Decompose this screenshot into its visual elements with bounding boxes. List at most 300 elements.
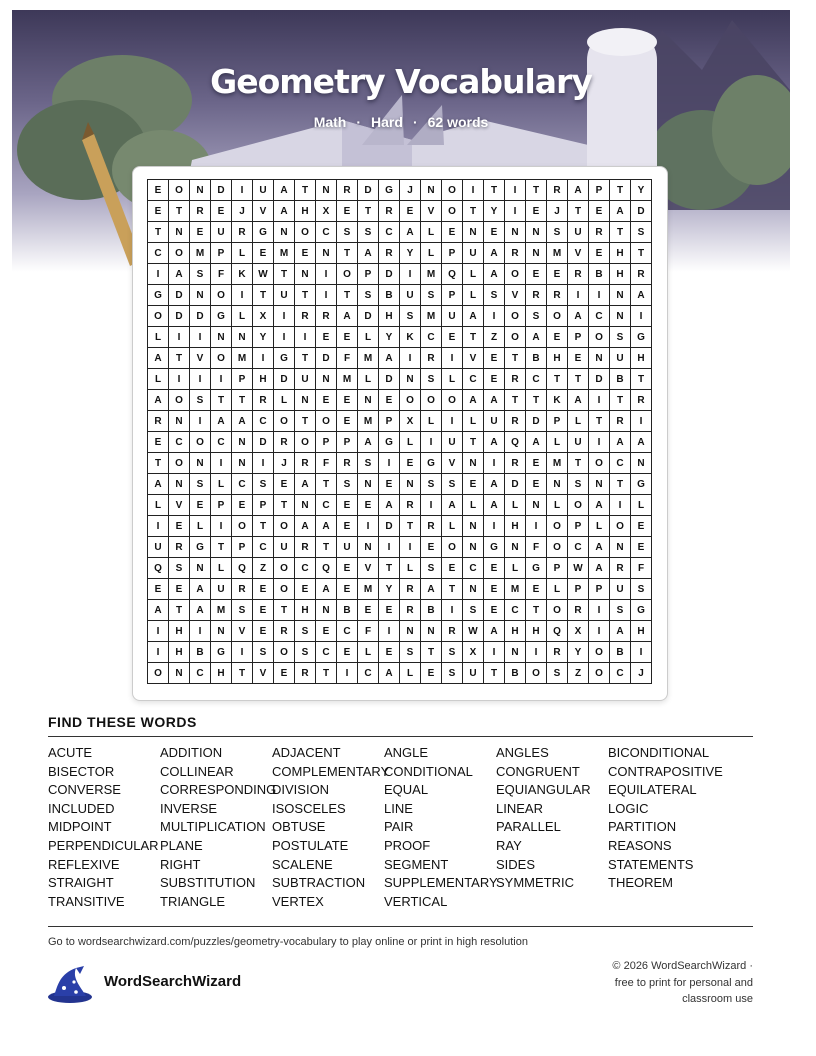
grid-cell[interactable]: E bbox=[253, 579, 274, 600]
grid-cell[interactable]: G bbox=[379, 432, 400, 453]
grid-cell[interactable]: M bbox=[358, 411, 379, 432]
grid-cell[interactable]: C bbox=[463, 369, 484, 390]
grid-cell[interactable]: S bbox=[610, 327, 631, 348]
grid-cell[interactable]: I bbox=[211, 516, 232, 537]
grid-cell[interactable]: W bbox=[253, 264, 274, 285]
grid-cell[interactable]: I bbox=[379, 453, 400, 474]
grid-cell[interactable]: A bbox=[568, 390, 589, 411]
grid-cell[interactable]: S bbox=[610, 600, 631, 621]
grid-cell[interactable]: G bbox=[190, 537, 211, 558]
grid-cell[interactable]: E bbox=[295, 579, 316, 600]
grid-cell[interactable]: T bbox=[610, 474, 631, 495]
grid-cell[interactable]: N bbox=[421, 621, 442, 642]
grid-cell[interactable]: P bbox=[337, 432, 358, 453]
grid-cell[interactable]: I bbox=[253, 348, 274, 369]
grid-cell[interactable]: U bbox=[568, 432, 589, 453]
grid-cell[interactable]: T bbox=[358, 201, 379, 222]
grid-cell[interactable]: I bbox=[463, 180, 484, 201]
grid-cell[interactable]: N bbox=[358, 474, 379, 495]
grid-cell[interactable]: H bbox=[631, 621, 652, 642]
grid-cell[interactable]: T bbox=[610, 180, 631, 201]
grid-cell[interactable]: S bbox=[337, 474, 358, 495]
grid-cell[interactable]: T bbox=[400, 516, 421, 537]
grid-cell[interactable]: E bbox=[337, 516, 358, 537]
grid-cell[interactable]: R bbox=[610, 558, 631, 579]
grid-cell[interactable]: Z bbox=[484, 327, 505, 348]
grid-cell[interactable]: O bbox=[232, 516, 253, 537]
grid-cell[interactable]: N bbox=[463, 579, 484, 600]
grid-cell[interactable]: T bbox=[442, 579, 463, 600]
grid-cell[interactable]: R bbox=[379, 243, 400, 264]
grid-cell[interactable]: I bbox=[190, 327, 211, 348]
grid-cell[interactable]: T bbox=[295, 285, 316, 306]
grid-cell[interactable]: V bbox=[505, 285, 526, 306]
grid-cell[interactable]: S bbox=[568, 474, 589, 495]
grid-cell[interactable]: H bbox=[505, 516, 526, 537]
grid-cell[interactable]: O bbox=[295, 222, 316, 243]
grid-cell[interactable]: S bbox=[400, 306, 421, 327]
grid-cell[interactable]: N bbox=[169, 222, 190, 243]
grid-cell[interactable]: C bbox=[232, 474, 253, 495]
grid-cell[interactable]: D bbox=[526, 411, 547, 432]
grid-cell[interactable]: R bbox=[295, 306, 316, 327]
grid-cell[interactable]: E bbox=[169, 516, 190, 537]
grid-cell[interactable]: O bbox=[505, 327, 526, 348]
grid-cell[interactable]: M bbox=[421, 306, 442, 327]
grid-cell[interactable]: O bbox=[442, 180, 463, 201]
grid-cell[interactable]: V bbox=[358, 558, 379, 579]
grid-cell[interactable]: Q bbox=[547, 621, 568, 642]
grid-cell[interactable]: E bbox=[379, 642, 400, 663]
grid-cell[interactable]: M bbox=[274, 243, 295, 264]
grid-cell[interactable]: E bbox=[274, 474, 295, 495]
grid-cell[interactable]: O bbox=[169, 390, 190, 411]
grid-cell[interactable]: R bbox=[253, 390, 274, 411]
play-online-link[interactable]: Go to wordsearchwizard.com/puzzles/geometry-vocabulary to play online or print in high resolution bbox=[48, 936, 528, 948]
grid-cell[interactable]: U bbox=[337, 537, 358, 558]
grid-cell[interactable]: P bbox=[211, 243, 232, 264]
grid-cell[interactable]: I bbox=[379, 537, 400, 558]
grid-cell[interactable]: G bbox=[526, 558, 547, 579]
grid-cell[interactable]: N bbox=[316, 180, 337, 201]
grid-cell[interactable]: A bbox=[463, 306, 484, 327]
grid-cell[interactable]: J bbox=[400, 180, 421, 201]
grid-cell[interactable]: O bbox=[547, 600, 568, 621]
grid-cell[interactable]: N bbox=[169, 474, 190, 495]
grid-cell[interactable]: L bbox=[442, 516, 463, 537]
grid-cell[interactable]: I bbox=[169, 327, 190, 348]
grid-cell[interactable]: K bbox=[232, 264, 253, 285]
grid-cell[interactable]: C bbox=[253, 537, 274, 558]
grid-cell[interactable]: A bbox=[568, 306, 589, 327]
grid-cell[interactable]: C bbox=[316, 222, 337, 243]
grid-cell[interactable]: A bbox=[610, 621, 631, 642]
grid-cell[interactable]: E bbox=[337, 390, 358, 411]
grid-cell[interactable]: O bbox=[589, 642, 610, 663]
grid-cell[interactable]: N bbox=[295, 495, 316, 516]
grid-cell[interactable]: I bbox=[295, 327, 316, 348]
grid-cell[interactable]: S bbox=[295, 621, 316, 642]
grid-cell[interactable]: X bbox=[568, 621, 589, 642]
grid-cell[interactable]: C bbox=[190, 663, 211, 684]
grid-cell[interactable]: R bbox=[148, 411, 169, 432]
grid-cell[interactable]: A bbox=[484, 432, 505, 453]
grid-cell[interactable]: I bbox=[358, 516, 379, 537]
grid-cell[interactable]: N bbox=[232, 453, 253, 474]
grid-cell[interactable]: L bbox=[358, 327, 379, 348]
grid-cell[interactable]: R bbox=[232, 579, 253, 600]
grid-cell[interactable]: P bbox=[442, 285, 463, 306]
grid-cell[interactable]: Q bbox=[232, 558, 253, 579]
grid-cell[interactable]: T bbox=[295, 411, 316, 432]
grid-cell[interactable]: C bbox=[295, 558, 316, 579]
grid-cell[interactable]: O bbox=[274, 642, 295, 663]
grid-cell[interactable]: O bbox=[610, 516, 631, 537]
grid-cell[interactable]: C bbox=[589, 306, 610, 327]
grid-cell[interactable]: L bbox=[505, 558, 526, 579]
grid-cell[interactable]: R bbox=[547, 642, 568, 663]
grid-cell[interactable]: B bbox=[379, 285, 400, 306]
grid-cell[interactable]: U bbox=[274, 537, 295, 558]
grid-cell[interactable]: E bbox=[211, 201, 232, 222]
grid-cell[interactable]: A bbox=[316, 579, 337, 600]
grid-cell[interactable]: O bbox=[442, 390, 463, 411]
grid-cell[interactable]: I bbox=[316, 285, 337, 306]
grid-cell[interactable]: E bbox=[379, 474, 400, 495]
grid-cell[interactable]: M bbox=[358, 579, 379, 600]
grid-cell[interactable]: T bbox=[568, 369, 589, 390]
grid-cell[interactable]: E bbox=[484, 222, 505, 243]
grid-cell[interactable]: D bbox=[358, 306, 379, 327]
grid-cell[interactable]: A bbox=[589, 537, 610, 558]
grid-cell[interactable]: T bbox=[526, 390, 547, 411]
grid-cell[interactable]: E bbox=[484, 348, 505, 369]
grid-cell[interactable]: F bbox=[337, 348, 358, 369]
grid-cell[interactable]: E bbox=[253, 621, 274, 642]
grid-cell[interactable]: N bbox=[316, 243, 337, 264]
grid-cell[interactable]: S bbox=[631, 222, 652, 243]
grid-cell[interactable]: M bbox=[547, 453, 568, 474]
grid-cell[interactable]: N bbox=[505, 537, 526, 558]
grid-cell[interactable]: L bbox=[211, 474, 232, 495]
grid-cell[interactable]: D bbox=[316, 348, 337, 369]
grid-cell[interactable]: R bbox=[379, 201, 400, 222]
grid-cell[interactable]: E bbox=[316, 621, 337, 642]
grid-cell[interactable]: Q bbox=[316, 558, 337, 579]
grid-cell[interactable]: S bbox=[442, 642, 463, 663]
grid-cell[interactable]: N bbox=[463, 537, 484, 558]
grid-cell[interactable]: G bbox=[253, 222, 274, 243]
grid-cell[interactable]: T bbox=[253, 516, 274, 537]
grid-cell[interactable]: E bbox=[337, 327, 358, 348]
grid-cell[interactable]: O bbox=[526, 663, 547, 684]
grid-cell[interactable]: T bbox=[526, 600, 547, 621]
grid-cell[interactable]: V bbox=[253, 663, 274, 684]
grid-cell[interactable]: A bbox=[589, 558, 610, 579]
grid-cell[interactable]: P bbox=[232, 537, 253, 558]
grid-cell[interactable]: K bbox=[547, 390, 568, 411]
grid-cell[interactable]: B bbox=[337, 600, 358, 621]
grid-cell[interactable]: S bbox=[169, 558, 190, 579]
grid-cell[interactable]: P bbox=[589, 579, 610, 600]
grid-cell[interactable]: E bbox=[631, 516, 652, 537]
grid-cell[interactable]: I bbox=[274, 327, 295, 348]
grid-cell[interactable]: P bbox=[211, 495, 232, 516]
grid-cell[interactable]: S bbox=[442, 474, 463, 495]
grid-cell[interactable]: P bbox=[547, 558, 568, 579]
grid-cell[interactable]: A bbox=[526, 432, 547, 453]
grid-cell[interactable]: A bbox=[589, 495, 610, 516]
grid-cell[interactable]: T bbox=[169, 201, 190, 222]
grid-cell[interactable]: V bbox=[568, 243, 589, 264]
grid-cell[interactable]: D bbox=[358, 180, 379, 201]
grid-cell[interactable]: T bbox=[295, 348, 316, 369]
grid-cell[interactable]: E bbox=[547, 327, 568, 348]
grid-cell[interactable]: I bbox=[169, 369, 190, 390]
grid-cell[interactable]: G bbox=[421, 453, 442, 474]
grid-cell[interactable]: G bbox=[211, 306, 232, 327]
grid-cell[interactable]: N bbox=[232, 432, 253, 453]
grid-cell[interactable]: E bbox=[526, 201, 547, 222]
grid-cell[interactable]: A bbox=[610, 432, 631, 453]
grid-cell[interactable]: O bbox=[274, 558, 295, 579]
grid-cell[interactable]: C bbox=[505, 600, 526, 621]
grid-cell[interactable]: E bbox=[379, 600, 400, 621]
grid-cell[interactable]: I bbox=[442, 348, 463, 369]
grid-cell[interactable]: N bbox=[526, 495, 547, 516]
grid-cell[interactable]: R bbox=[568, 600, 589, 621]
grid-cell[interactable]: A bbox=[211, 411, 232, 432]
grid-cell[interactable]: G bbox=[274, 348, 295, 369]
grid-cell[interactable]: A bbox=[379, 495, 400, 516]
grid-cell[interactable]: L bbox=[421, 243, 442, 264]
grid-cell[interactable]: A bbox=[190, 579, 211, 600]
grid-cell[interactable]: S bbox=[253, 642, 274, 663]
grid-cell[interactable]: L bbox=[190, 516, 211, 537]
grid-cell[interactable]: V bbox=[421, 201, 442, 222]
grid-cell[interactable]: E bbox=[253, 243, 274, 264]
grid-cell[interactable]: I bbox=[505, 201, 526, 222]
grid-cell[interactable]: G bbox=[148, 285, 169, 306]
grid-cell[interactable]: P bbox=[589, 180, 610, 201]
grid-cell[interactable]: L bbox=[589, 516, 610, 537]
grid-cell[interactable]: E bbox=[568, 348, 589, 369]
grid-cell[interactable]: R bbox=[421, 348, 442, 369]
grid-cell[interactable]: O bbox=[211, 348, 232, 369]
grid-cell[interactable]: T bbox=[337, 243, 358, 264]
grid-cell[interactable]: H bbox=[631, 348, 652, 369]
grid-cell[interactable]: N bbox=[610, 285, 631, 306]
grid-cell[interactable]: L bbox=[148, 495, 169, 516]
grid-cell[interactable]: N bbox=[232, 327, 253, 348]
grid-cell[interactable]: O bbox=[274, 516, 295, 537]
grid-cell[interactable]: U bbox=[295, 369, 316, 390]
grid-cell[interactable]: U bbox=[610, 579, 631, 600]
grid-cell[interactable]: A bbox=[169, 264, 190, 285]
grid-cell[interactable]: C bbox=[211, 432, 232, 453]
grid-cell[interactable]: E bbox=[547, 264, 568, 285]
grid-cell[interactable]: A bbox=[190, 600, 211, 621]
grid-cell[interactable]: Y bbox=[400, 243, 421, 264]
grid-cell[interactable]: L bbox=[421, 222, 442, 243]
grid-cell[interactable]: H bbox=[547, 348, 568, 369]
grid-cell[interactable]: P bbox=[568, 516, 589, 537]
grid-cell[interactable]: T bbox=[589, 411, 610, 432]
grid-cell[interactable]: H bbox=[295, 600, 316, 621]
grid-cell[interactable]: I bbox=[442, 600, 463, 621]
grid-cell[interactable]: T bbox=[274, 264, 295, 285]
grid-cell[interactable]: E bbox=[526, 579, 547, 600]
grid-cell[interactable]: C bbox=[463, 558, 484, 579]
grid-cell[interactable]: O bbox=[211, 285, 232, 306]
grid-cell[interactable]: A bbox=[274, 201, 295, 222]
grid-cell[interactable]: J bbox=[631, 663, 652, 684]
grid-cell[interactable]: N bbox=[316, 369, 337, 390]
grid-cell[interactable]: I bbox=[589, 390, 610, 411]
grid-cell[interactable]: U bbox=[568, 222, 589, 243]
grid-cell[interactable]: O bbox=[148, 306, 169, 327]
grid-cell[interactable]: N bbox=[463, 516, 484, 537]
grid-cell[interactable]: O bbox=[169, 453, 190, 474]
grid-cell[interactable]: C bbox=[568, 537, 589, 558]
grid-cell[interactable]: E bbox=[274, 663, 295, 684]
grid-cell[interactable]: T bbox=[253, 285, 274, 306]
grid-cell[interactable]: O bbox=[274, 579, 295, 600]
grid-cell[interactable]: V bbox=[232, 621, 253, 642]
grid-cell[interactable]: I bbox=[316, 264, 337, 285]
grid-cell[interactable]: T bbox=[232, 663, 253, 684]
grid-cell[interactable]: E bbox=[337, 579, 358, 600]
grid-cell[interactable]: I bbox=[484, 642, 505, 663]
grid-cell[interactable]: T bbox=[316, 663, 337, 684]
grid-cell[interactable]: N bbox=[505, 642, 526, 663]
grid-cell[interactable]: E bbox=[316, 327, 337, 348]
grid-cell[interactable]: N bbox=[505, 222, 526, 243]
grid-cell[interactable]: E bbox=[421, 663, 442, 684]
grid-cell[interactable]: R bbox=[505, 369, 526, 390]
grid-cell[interactable]: S bbox=[190, 264, 211, 285]
grid-cell[interactable]: I bbox=[484, 306, 505, 327]
grid-cell[interactable]: O bbox=[547, 537, 568, 558]
grid-cell[interactable]: S bbox=[421, 474, 442, 495]
grid-cell[interactable]: L bbox=[463, 411, 484, 432]
grid-cell[interactable]: F bbox=[316, 453, 337, 474]
grid-cell[interactable]: I bbox=[589, 432, 610, 453]
grid-cell[interactable]: I bbox=[148, 264, 169, 285]
grid-cell[interactable]: V bbox=[190, 348, 211, 369]
grid-cell[interactable]: E bbox=[526, 264, 547, 285]
grid-cell[interactable]: C bbox=[148, 243, 169, 264]
grid-cell[interactable]: S bbox=[190, 390, 211, 411]
grid-cell[interactable]: R bbox=[526, 285, 547, 306]
grid-cell[interactable]: N bbox=[631, 453, 652, 474]
grid-cell[interactable]: N bbox=[547, 474, 568, 495]
grid-cell[interactable]: E bbox=[253, 600, 274, 621]
grid-cell[interactable]: L bbox=[232, 243, 253, 264]
grid-cell[interactable]: I bbox=[631, 642, 652, 663]
grid-cell[interactable]: L bbox=[211, 558, 232, 579]
grid-cell[interactable]: A bbox=[484, 474, 505, 495]
grid-cell[interactable]: N bbox=[400, 369, 421, 390]
grid-cell[interactable]: I bbox=[400, 264, 421, 285]
grid-cell[interactable]: R bbox=[295, 663, 316, 684]
grid-cell[interactable]: L bbox=[274, 390, 295, 411]
grid-cell[interactable]: B bbox=[505, 663, 526, 684]
grid-cell[interactable]: Z bbox=[253, 558, 274, 579]
grid-cell[interactable]: I bbox=[148, 642, 169, 663]
grid-cell[interactable]: A bbox=[232, 411, 253, 432]
grid-cell[interactable]: I bbox=[610, 495, 631, 516]
grid-cell[interactable]: Q bbox=[148, 558, 169, 579]
grid-cell[interactable]: N bbox=[190, 285, 211, 306]
grid-cell[interactable]: T bbox=[211, 390, 232, 411]
grid-cell[interactable]: D bbox=[589, 369, 610, 390]
grid-cell[interactable]: T bbox=[274, 495, 295, 516]
grid-cell[interactable]: T bbox=[295, 180, 316, 201]
grid-cell[interactable]: I bbox=[589, 285, 610, 306]
grid-cell[interactable]: T bbox=[484, 663, 505, 684]
grid-cell[interactable]: S bbox=[463, 600, 484, 621]
grid-cell[interactable]: U bbox=[442, 432, 463, 453]
grid-cell[interactable]: H bbox=[169, 621, 190, 642]
grid-cell[interactable]: N bbox=[526, 243, 547, 264]
grid-cell[interactable]: T bbox=[610, 390, 631, 411]
grid-cell[interactable]: E bbox=[337, 642, 358, 663]
grid-cell[interactable]: O bbox=[589, 453, 610, 474]
grid-cell[interactable]: U bbox=[442, 306, 463, 327]
grid-cell[interactable]: O bbox=[169, 180, 190, 201]
grid-cell[interactable]: R bbox=[505, 453, 526, 474]
grid-cell[interactable]: T bbox=[568, 453, 589, 474]
grid-cell[interactable]: R bbox=[190, 201, 211, 222]
grid-cell[interactable]: E bbox=[337, 558, 358, 579]
grid-cell[interactable]: T bbox=[148, 222, 169, 243]
grid-cell[interactable]: A bbox=[337, 306, 358, 327]
grid-cell[interactable]: S bbox=[337, 222, 358, 243]
grid-cell[interactable]: I bbox=[148, 516, 169, 537]
grid-cell[interactable]: L bbox=[547, 432, 568, 453]
grid-cell[interactable]: N bbox=[169, 411, 190, 432]
grid-cell[interactable]: I bbox=[232, 180, 253, 201]
grid-cell[interactable]: D bbox=[631, 201, 652, 222]
grid-cell[interactable]: D bbox=[274, 369, 295, 390]
grid-cell[interactable]: I bbox=[190, 621, 211, 642]
grid-cell[interactable]: E bbox=[442, 222, 463, 243]
grid-cell[interactable]: R bbox=[589, 222, 610, 243]
grid-cell[interactable]: I bbox=[211, 369, 232, 390]
grid-cell[interactable]: I bbox=[379, 621, 400, 642]
grid-cell[interactable]: R bbox=[505, 243, 526, 264]
grid-cell[interactable]: Z bbox=[568, 663, 589, 684]
grid-cell[interactable]: O bbox=[568, 495, 589, 516]
grid-cell[interactable]: L bbox=[463, 285, 484, 306]
grid-cell[interactable]: E bbox=[148, 432, 169, 453]
grid-cell[interactable]: R bbox=[337, 180, 358, 201]
grid-cell[interactable]: F bbox=[358, 621, 379, 642]
grid-cell[interactable]: N bbox=[358, 390, 379, 411]
grid-cell[interactable]: P bbox=[379, 411, 400, 432]
grid-cell[interactable]: A bbox=[274, 180, 295, 201]
grid-cell[interactable]: A bbox=[148, 390, 169, 411]
grid-cell[interactable]: N bbox=[589, 474, 610, 495]
grid-cell[interactable]: T bbox=[463, 327, 484, 348]
grid-cell[interactable]: Y bbox=[379, 579, 400, 600]
grid-cell[interactable]: D bbox=[505, 474, 526, 495]
grid-cell[interactable]: A bbox=[379, 348, 400, 369]
grid-cell[interactable]: S bbox=[631, 579, 652, 600]
grid-cell[interactable]: O bbox=[505, 264, 526, 285]
grid-cell[interactable]: C bbox=[358, 663, 379, 684]
